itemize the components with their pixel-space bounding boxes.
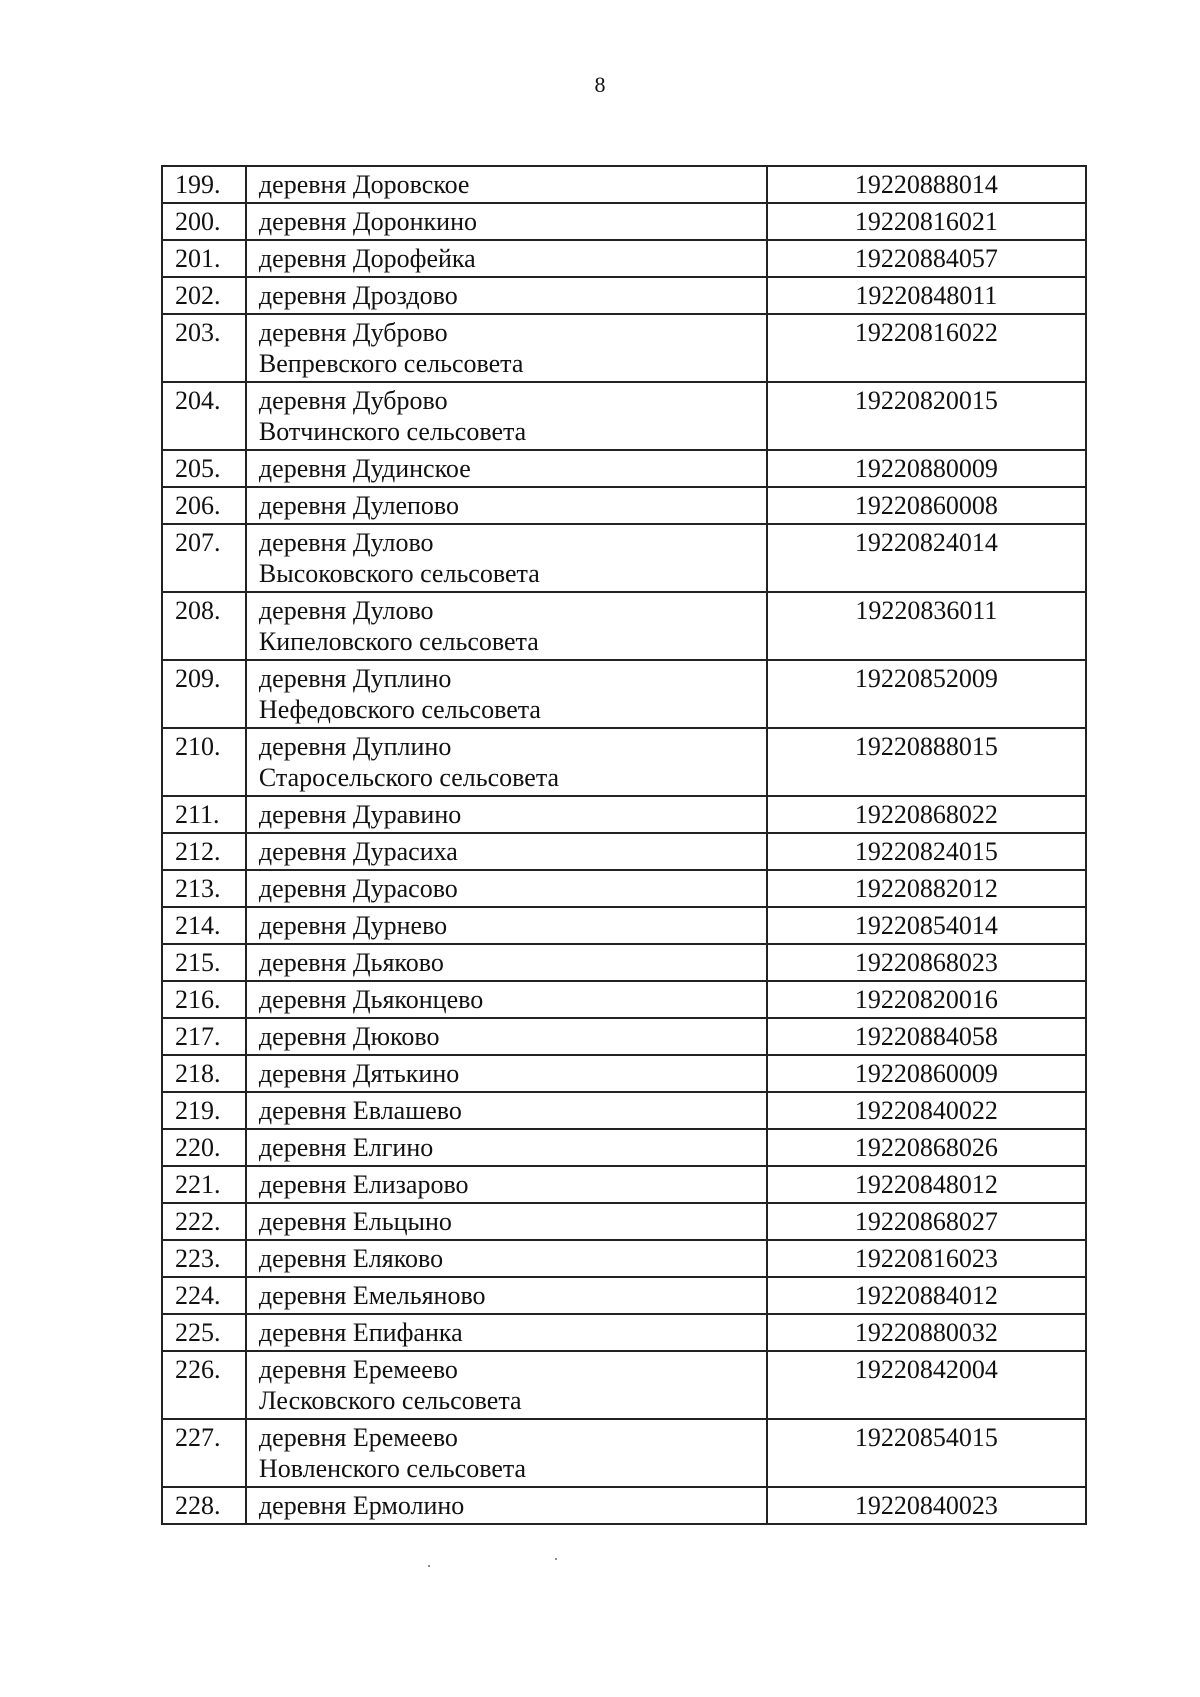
settlement-council: Новленского сельсовета — [258, 1454, 527, 1483]
settlement-name: деревня Дуплино — [258, 732, 452, 761]
row-number: 226. — [162, 1351, 246, 1419]
okato-code: 19220884057 — [767, 240, 1086, 277]
okato-code: 19220824015 — [767, 833, 1086, 870]
row-number: 214. — [162, 907, 246, 944]
settlement-name: деревня Елизарово — [258, 1170, 469, 1199]
scan-speck — [428, 1565, 430, 1567]
okato-code: 19220840023 — [767, 1487, 1086, 1524]
settlement-name-cell — [246, 240, 767, 277]
settlement-name: деревня Дорофейка — [258, 244, 476, 273]
okato-code: 19220820015 — [767, 382, 1086, 450]
settlement-name: деревня Дулово — [258, 596, 434, 625]
settlement-name: деревня Дурасиха — [258, 837, 458, 866]
row-number: 221. — [162, 1166, 246, 1203]
okato-code: 19220854014 — [767, 907, 1086, 944]
settlement-name: деревня Елгино — [258, 1133, 434, 1162]
okato-code: 19220854015 — [767, 1419, 1086, 1487]
settlement-name: деревня Доронкино — [258, 207, 477, 236]
settlement-name-cell — [246, 1487, 767, 1524]
settlement-name-cell — [246, 166, 767, 203]
table-row — [162, 1277, 1086, 1314]
row-number: 217. — [162, 1018, 246, 1055]
table-row — [162, 1203, 1086, 1240]
row-number: 212. — [162, 833, 246, 870]
table-row — [162, 660, 1086, 728]
okato-code: 19220868022 — [767, 796, 1086, 833]
settlement-name: деревня Дурнево — [258, 911, 448, 940]
settlement-name: деревня Емельяново — [258, 1281, 486, 1310]
settlement-name: деревня Дуброво — [258, 386, 448, 415]
settlement-name-cell — [246, 1203, 767, 1240]
settlement-name: деревня Дьяково — [258, 948, 444, 977]
okato-code: 19220848012 — [767, 1166, 1086, 1203]
table-row — [162, 796, 1086, 833]
row-number: 218. — [162, 1055, 246, 1092]
table-row — [162, 450, 1086, 487]
settlement-name-cell — [246, 277, 767, 314]
settlement-council: Вотчинского сельсовета — [258, 417, 527, 446]
row-number: 203. — [162, 314, 246, 382]
settlement-name: деревня Ельцыно — [258, 1207, 452, 1236]
settlement-name-cell — [246, 981, 767, 1018]
settlement-name: деревня Дулепово — [258, 491, 459, 520]
page-number: 8 — [594, 72, 606, 97]
okato-code: 19220816023 — [767, 1240, 1086, 1277]
settlement-name-cell — [246, 1277, 767, 1314]
settlement-council: Вепревского сельсовета — [258, 349, 524, 378]
row-number: 222. — [162, 1203, 246, 1240]
okato-code: 19220868023 — [767, 944, 1086, 981]
row-number: 210. — [162, 728, 246, 796]
settlement-name-cell — [246, 382, 767, 450]
okato-code: 19220842004 — [767, 1351, 1086, 1419]
table-row — [162, 592, 1086, 660]
settlement-name: деревня Дюково — [258, 1022, 440, 1051]
settlement-name: деревня Дудинское — [258, 454, 471, 483]
settlement-name-cell — [246, 314, 767, 382]
settlement-name: деревня Дятькино — [258, 1059, 460, 1088]
settlement-council: Высоковского сельсовета — [258, 559, 540, 588]
settlement-name-cell — [246, 203, 767, 240]
table-row — [162, 1166, 1086, 1203]
table-row — [162, 944, 1086, 981]
okato-code: 19220888014 — [767, 166, 1086, 203]
okato-code: 19220868026 — [767, 1129, 1086, 1166]
settlement-name-cell — [246, 1314, 767, 1351]
settlement-name-cell — [246, 1092, 767, 1129]
row-number: 204. — [162, 382, 246, 450]
settlement-name: деревня Евлашево — [258, 1096, 462, 1125]
row-number: 205. — [162, 450, 246, 487]
row-number: 201. — [162, 240, 246, 277]
table-row — [162, 870, 1086, 907]
row-number: 227. — [162, 1419, 246, 1487]
table-row — [162, 524, 1086, 592]
settlement-name: деревня Еремеево — [258, 1355, 458, 1384]
okato-code: 19220848011 — [767, 277, 1086, 314]
settlement-council: Лесковского сельсовета — [258, 1386, 522, 1415]
settlement-name-cell — [246, 1240, 767, 1277]
settlement-name: деревня Епифанка — [258, 1318, 463, 1347]
settlement-name: деревня Еремеево — [258, 1423, 458, 1452]
row-number: 223. — [162, 1240, 246, 1277]
settlement-name: деревня Дроздово — [258, 281, 458, 310]
row-number: 215. — [162, 944, 246, 981]
okato-code: 19220852009 — [767, 660, 1086, 728]
settlement-name-cell — [246, 1055, 767, 1092]
settlements-table — [161, 165, 1087, 1525]
settlement-name-cell — [246, 592, 767, 660]
settlement-council: Старосельского сельсовета — [258, 763, 560, 792]
row-number: 219. — [162, 1092, 246, 1129]
table-row — [162, 1314, 1086, 1351]
settlement-name-cell — [246, 450, 767, 487]
table-row — [162, 1240, 1086, 1277]
settlement-council: Нефедовского сельсовета — [258, 695, 541, 724]
row-number: 208. — [162, 592, 246, 660]
settlement-name-cell — [246, 944, 767, 981]
settlement-name-cell — [246, 1166, 767, 1203]
settlement-name: деревня Ермолино — [258, 1491, 465, 1520]
okato-code: 19220840022 — [767, 1092, 1086, 1129]
table-row — [162, 277, 1086, 314]
okato-code: 19220816022 — [767, 314, 1086, 382]
settlement-name: деревня Дуравино — [258, 800, 462, 829]
okato-code: 19220860009 — [767, 1055, 1086, 1092]
okato-code: 19220884012 — [767, 1277, 1086, 1314]
table-row — [162, 728, 1086, 796]
row-number: 202. — [162, 277, 246, 314]
row-number: 207. — [162, 524, 246, 592]
row-number: 224. — [162, 1277, 246, 1314]
settlement-name: деревня Дурасово — [258, 874, 458, 903]
settlement-name: деревня Дулово — [258, 528, 434, 557]
settlement-name-cell — [246, 728, 767, 796]
row-number: 225. — [162, 1314, 246, 1351]
settlement-name-cell — [246, 1018, 767, 1055]
table-row — [162, 1487, 1086, 1524]
okato-code: 19220860008 — [767, 487, 1086, 524]
settlement-name-cell — [246, 870, 767, 907]
settlement-name-cell — [246, 660, 767, 728]
settlement-name: деревня Еляково — [258, 1244, 444, 1273]
okato-code: 19220868027 — [767, 1203, 1086, 1240]
row-number: 213. — [162, 870, 246, 907]
table-row — [162, 981, 1086, 1018]
okato-code: 19220882012 — [767, 870, 1086, 907]
row-number: 220. — [162, 1129, 246, 1166]
okato-code: 19220824014 — [767, 524, 1086, 592]
settlement-name-cell — [246, 907, 767, 944]
row-number: 200. — [162, 203, 246, 240]
table-row — [162, 1018, 1086, 1055]
settlement-name-cell — [246, 833, 767, 870]
table-row — [162, 1419, 1086, 1487]
row-number: 211. — [162, 796, 246, 833]
settlement-name: деревня Дьяконцево — [258, 985, 484, 1014]
table-row — [162, 907, 1086, 944]
settlement-name-cell — [246, 487, 767, 524]
table-row — [162, 1055, 1086, 1092]
table-body — [162, 166, 1086, 1524]
scan-speck — [555, 1558, 557, 1560]
row-number: 228. — [162, 1487, 246, 1524]
table-row — [162, 833, 1086, 870]
settlement-council: Кипеловского сельсовета — [258, 627, 539, 656]
table-row — [162, 1092, 1086, 1129]
settlement-name-cell — [246, 796, 767, 833]
settlement-name: деревня Дуброво — [258, 318, 448, 347]
table-row — [162, 382, 1086, 450]
row-number: 209. — [162, 660, 246, 728]
table-row — [162, 1351, 1086, 1419]
settlement-name: деревня Дуплино — [258, 664, 452, 693]
okato-code: 19220888015 — [767, 728, 1086, 796]
table-row — [162, 240, 1086, 277]
okato-code: 19220820016 — [767, 981, 1086, 1018]
okato-code: 19220884058 — [767, 1018, 1086, 1055]
table-row — [162, 166, 1086, 203]
settlement-name: деревня Доровское — [258, 170, 470, 199]
okato-code: 19220816021 — [767, 203, 1086, 240]
row-number: 199. — [162, 166, 246, 203]
table-row — [162, 487, 1086, 524]
okato-code: 19220880032 — [767, 1314, 1086, 1351]
table-row — [162, 203, 1086, 240]
settlement-name-cell — [246, 524, 767, 592]
okato-code: 19220880009 — [767, 450, 1086, 487]
row-number: 206. — [162, 487, 246, 524]
settlement-name-cell — [246, 1351, 767, 1419]
table-row — [162, 314, 1086, 382]
okato-code: 19220836011 — [767, 592, 1086, 660]
settlement-name-cell — [246, 1129, 767, 1166]
row-number: 216. — [162, 981, 246, 1018]
table-row — [162, 1129, 1086, 1166]
settlement-name-cell — [246, 1419, 767, 1487]
